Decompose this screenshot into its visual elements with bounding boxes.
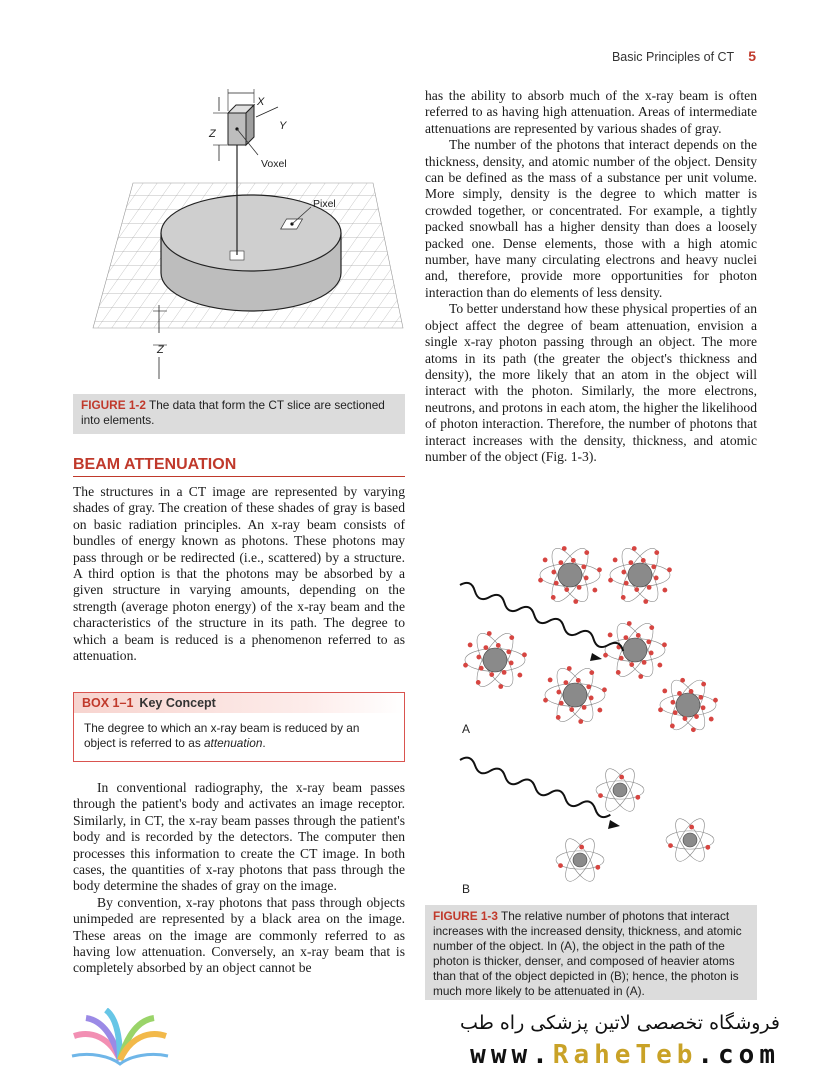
- electron: [662, 689, 667, 694]
- electron: [649, 625, 654, 630]
- electron: [543, 698, 548, 703]
- electron: [638, 674, 643, 679]
- atom: [603, 618, 667, 681]
- page-number: 5: [748, 48, 756, 64]
- electron: [498, 684, 503, 689]
- electron: [613, 558, 618, 563]
- electron: [548, 678, 553, 683]
- electron: [579, 845, 584, 850]
- atom: [608, 543, 672, 606]
- store-name: فروشگاه تخصصی لاتین پزشکی راه طب: [460, 1012, 780, 1034]
- electron: [483, 645, 488, 650]
- electron: [509, 661, 514, 666]
- electron: [657, 663, 662, 668]
- electron: [487, 631, 492, 636]
- paragraph: In conventional radiography, the x-ray beam passes through the patient's body and activates an image receptor. Similarly, in CT, the x-ray beam passes through the patient's body and is recorded by the detectors. The computer then processes this information to create the CT image. In both cases, the quantities of x-ray photons that pass through the body determine the shades of gray on the image.: [73, 780, 405, 894]
- paragraph: To better understand how these physical properties of an object affect the degree of beam attenuation, envision a single x-ray photon passing through an object. The more atoms in its path (the greater the object's thickness and density), the more likely that an atom in the object will interact with the photon. Similarly, the more electrons, neutrons, and protons in each atom, the higher the likelihood of photon interaction. Therefore, the number of photons that interact increases with the density, thickness, and atomic number of the object (Fig. 1-3).: [425, 301, 757, 464]
- paragraph: has the ability to absorb much of the x-ray beam is often referred to as having high attenuation. Areas of intermediate attenuations are represented by various shades of gray.: [425, 88, 757, 136]
- electron: [636, 633, 641, 638]
- electron: [479, 666, 484, 671]
- electron: [597, 567, 602, 572]
- electron: [584, 576, 589, 581]
- electron: [677, 691, 682, 696]
- atom: [556, 835, 604, 886]
- electron: [628, 560, 633, 565]
- electron: [584, 550, 589, 555]
- photon-path-b: [458, 755, 612, 819]
- figure-1-2-caption-text: The data that form the CT slice are sectioned into elements.: [81, 398, 385, 427]
- electron: [468, 643, 473, 648]
- electron: [621, 595, 626, 600]
- figure-1-2-caption-label: FIGURE 1-2: [81, 398, 146, 412]
- electron: [713, 698, 718, 703]
- electron: [694, 714, 699, 719]
- nucleus: [623, 638, 647, 662]
- electron: [573, 599, 578, 604]
- electron: [705, 845, 710, 850]
- nucleus: [613, 783, 627, 797]
- electron: [517, 673, 522, 678]
- electron: [654, 550, 659, 555]
- nucleus: [558, 563, 582, 587]
- nucleus: [683, 833, 697, 847]
- electron: [624, 581, 629, 586]
- electron: [623, 635, 628, 640]
- electron: [476, 655, 481, 660]
- electron: [709, 717, 714, 722]
- nucleus: [573, 853, 587, 867]
- electron: [647, 585, 652, 590]
- y-axis-label: Y: [279, 120, 287, 132]
- electron: [595, 865, 600, 870]
- electron: [567, 666, 572, 671]
- electron: [543, 558, 548, 563]
- z-axis-label-top: Z: [209, 128, 216, 140]
- electron: [476, 680, 481, 685]
- atom: [596, 765, 644, 816]
- electron: [562, 546, 567, 551]
- key-term: attenuation: [204, 736, 263, 750]
- electron: [598, 793, 603, 798]
- electron: [619, 656, 624, 661]
- electron: [554, 581, 559, 586]
- electron: [608, 578, 613, 583]
- paragraph: By convention, x-ray photons that pass through objects unimpeded are represented by a black area on the image. These areas on the image are commonly referred to as having low attenuation. Conversely, an x-ray beam that is completely absorbed by an object cannot be: [73, 894, 405, 976]
- electron: [646, 639, 651, 644]
- nucleus: [563, 683, 587, 707]
- section-heading: BEAM ATTENUATION: [73, 456, 405, 477]
- electron: [654, 576, 659, 581]
- electron: [649, 651, 654, 656]
- electron: [589, 670, 594, 675]
- electron: [559, 701, 564, 706]
- box-number: BOX 1–1: [82, 696, 134, 710]
- figure-1-3-caption-text: The relative number of photons that interact increases with the increased density, thickness, and atomic number of the object. In (A), the object in the path of the photon is thicker, denser, and composed of heavier atoms than that of the object depicted in (B); hence, the photon is much more likely to be attenuated in (A).: [433, 909, 742, 998]
- atom: [463, 628, 527, 691]
- left-column-top: [73, 484, 405, 664]
- watermark-footer: [0, 1000, 828, 1080]
- electron: [538, 578, 543, 583]
- electron: [671, 700, 676, 705]
- electron: [509, 635, 514, 640]
- electron: [564, 587, 569, 592]
- figure-1-2-caption: [73, 394, 405, 434]
- figure-1-2-diagram: [73, 83, 405, 393]
- key-concept-box: [73, 692, 405, 762]
- electron: [502, 670, 507, 675]
- paragraph: The number of the photons that interact depends on the thickness, density, and atomic number of the object. Density can be defined as the mass of a substance per unit volume. More simply, density is the degree to which matter is crowded together, or concentrated. For example, a tightly packed snowball has a higher density than does a loosely packed one. Dense elements, those with a high atomic number, have many circulating electrons and heavy nuclei and, therefore, provide more opportunities for photon interaction than do elements of less density.: [425, 137, 757, 300]
- right-column: [425, 88, 757, 465]
- electron: [522, 652, 527, 657]
- atom: [666, 815, 714, 866]
- electron: [551, 595, 556, 600]
- electron: [683, 716, 688, 721]
- box-title: Key Concept: [139, 696, 216, 710]
- electron: [558, 560, 563, 565]
- photon-arrow-a: [590, 653, 602, 661]
- electron: [506, 649, 511, 654]
- key-concept-box-header: [74, 693, 404, 713]
- electron: [662, 588, 667, 593]
- electron: [496, 643, 501, 648]
- electron: [576, 678, 581, 683]
- electron: [603, 653, 608, 658]
- electron: [597, 708, 602, 713]
- electron: [698, 695, 703, 700]
- electron: [586, 684, 591, 689]
- electron: [643, 599, 648, 604]
- electron: [571, 558, 576, 563]
- book-logo: [70, 1008, 170, 1068]
- electron: [563, 680, 568, 685]
- electron: [667, 567, 672, 572]
- electron: [621, 570, 626, 575]
- electron: [569, 707, 574, 712]
- electron: [680, 678, 685, 683]
- photon-arrow-b: [608, 820, 620, 829]
- panel-a-label: A: [462, 722, 471, 736]
- atom: [538, 543, 602, 606]
- atom: [543, 663, 607, 726]
- electron: [619, 775, 624, 780]
- electron: [701, 682, 706, 687]
- left-column-bottom: [73, 780, 405, 977]
- electron: [668, 843, 673, 848]
- atom: [658, 675, 718, 734]
- electron: [627, 621, 632, 626]
- electron: [602, 687, 607, 692]
- electron: [634, 587, 639, 592]
- electron: [577, 585, 582, 590]
- pixel-label: Pixel: [313, 198, 336, 210]
- electron: [556, 690, 561, 695]
- electron: [551, 570, 556, 575]
- voxel-label: Voxel: [261, 158, 287, 170]
- figure-1-3-diagram: [440, 535, 760, 900]
- electron: [608, 633, 613, 638]
- electron: [635, 795, 640, 800]
- z-axis-label-bottom: Z: [157, 344, 164, 356]
- electron: [662, 642, 667, 647]
- website-url[interactable]: www.RaheTeb.com: [470, 1040, 780, 1070]
- photon-path-a: [458, 580, 625, 655]
- electron: [689, 825, 694, 830]
- nucleus: [676, 693, 700, 717]
- running-header: [612, 48, 756, 64]
- electron: [673, 710, 678, 715]
- panel-b-label: B: [462, 882, 471, 896]
- atom-group: [463, 543, 718, 885]
- electron: [581, 564, 586, 569]
- electron: [701, 705, 706, 710]
- running-title: Basic Principles of CT: [611, 50, 735, 64]
- electron: [582, 705, 587, 710]
- electron: [632, 546, 637, 551]
- electron: [658, 707, 663, 712]
- nucleus: [483, 648, 507, 672]
- electron: [629, 662, 634, 667]
- x-axis-label: X: [257, 96, 265, 108]
- electron: [670, 724, 675, 729]
- electron: [642, 660, 647, 665]
- electron: [651, 564, 656, 569]
- electron: [691, 727, 696, 732]
- key-concept-box-body: The degree to which an x-ray beam is reduced by an object is referred to as attenuation.: [84, 721, 360, 750]
- electron: [689, 689, 694, 694]
- electron: [556, 715, 561, 720]
- figure-1-3-caption-label: FIGURE 1-3: [433, 909, 498, 923]
- electron: [578, 719, 583, 724]
- electron: [592, 588, 597, 593]
- paragraph: The structures in a CT image are represented by varying shades of gray. The creation of these shades of gray is based on basic radiation principles. An x-ray beam consists of bundles of energy known as photons. These photons may pass through or be redirected (i.e., scattered) by a structure. A third option is that the photons may be absorbed by a given structure in varying amounts, depending on the strength (average photon energy) of the x-ray beam and the characteristics of the structure in its path. The degree to which a beam is reduced is a phenomenon referred to as attenuation.: [73, 484, 405, 664]
- electron: [463, 663, 468, 668]
- electron: [616, 670, 621, 675]
- electron: [589, 696, 594, 701]
- electron: [489, 672, 494, 677]
- electron: [641, 558, 646, 563]
- nucleus: [628, 563, 652, 587]
- figure-1-3-caption: [425, 905, 757, 1000]
- electron: [558, 863, 563, 868]
